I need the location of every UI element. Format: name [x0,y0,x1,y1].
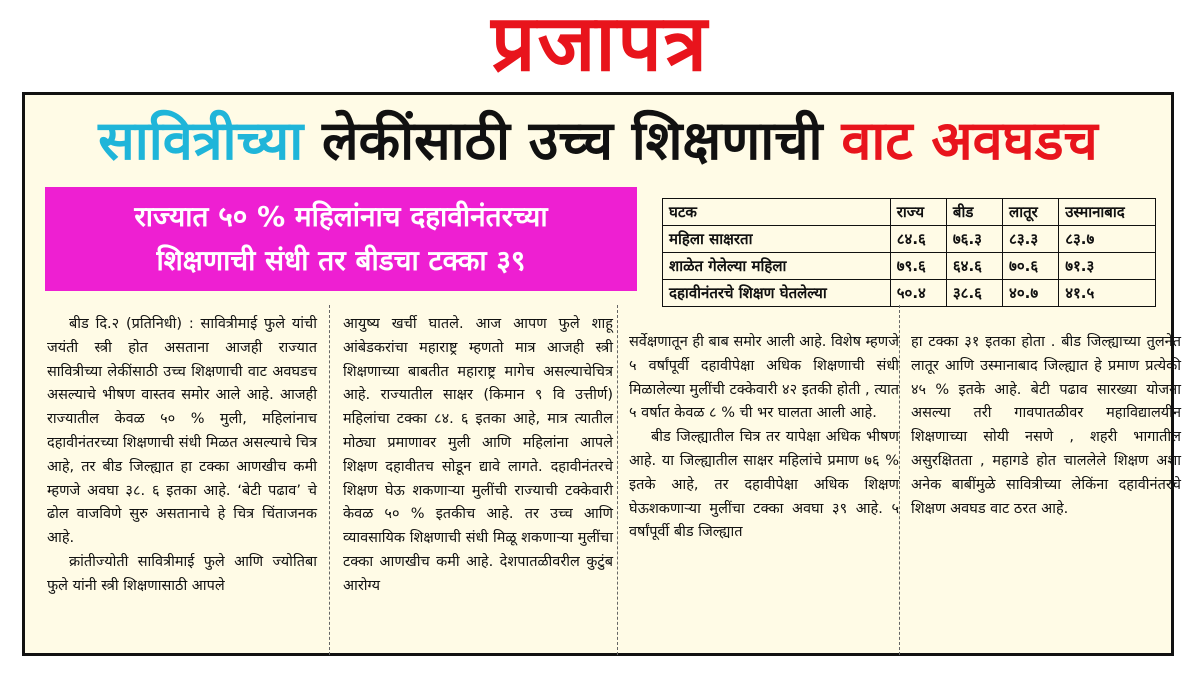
paragraph: सर्वेक्षणातून ही बाब समोर आली आहे. विशेष म्हणजे ५ वर्षांपूर्वी दहावीपेक्षा अधिक शिक्षणाची संधी मिळालेल्या मुलींची टक्केवारी ४२ इतकी होती , त्यात ५ वर्षात केवळ ८ % ची भर घालता आली आहे. [629,334,899,422]
table-cell: ३८.६ [946,280,1002,307]
table-cell: ८३.७ [1059,226,1156,253]
article-box [22,92,1181,656]
headline-part-3: वाट अवघडच [841,109,1098,172]
table-header-cell: उस्मानाबाद [1059,199,1156,226]
paragraph: क्रांतीज्योती सावित्रीमाई फुले आणि ज्योतिबा फुले यांनी स्त्री शिक्षणासाठी आपले [47,553,317,594]
table-header-cell: लातूर [1003,199,1059,226]
table-row [663,253,1156,280]
subheadline-box [45,187,637,291]
table-cell: शाळेत गेलेल्या महिला [663,253,891,280]
article-column-1 [47,313,317,599]
table-header-cell: बीड [946,199,1002,226]
masthead-title: प्रजापत्र [491,0,709,89]
table-cell: ७१.३ [1059,253,1156,280]
column-divider [899,305,900,655]
table-header-cell: घटक [663,199,891,226]
table-cell: ५०.४ [890,280,946,307]
subheadline-line-2: शिक्षणाची संधी तर बीडचा टक्का ३९ [156,244,526,277]
table-cell: दहावीनंतरचे शिक्षण घेतलेल्या [663,280,891,307]
paragraph: आयुष्य खर्ची घातले. आज आपण फुले शाहू आंबेडकरांचा महाराष्ट्र म्हणतो मात्र आजही स्त्री शिक्षणाच्या बाबतीत महाराष्ट्र मागेच असल्याचेचित्र आहे. राज्यातील साक्षर (किमान ९ वि उत्तीर्ण) महिलांचा टक्का ८४. ६ इतका आहे, मात्र त्यातील मोठ्या प्रमाणावर मुली आणि महिलांना आपले शिक्षण दहावीतच सोडून द्यावे लागते. दहावीनंतरचे शिक्षण घेऊ शकणाऱ्या मुलींची राज्याची टक्केवारी केवळ ५० % इतकीच आहे. तर उच्च आणि व्यावसायिक शिक्षणाची संधी मिळू शकणाऱ्या मुलींचा टक्का आणखीच कमी आहे. देशपातळीवरील कुटुंब आरोग्य [343,316,613,594]
masthead [0,0,1200,88]
headline-part-2: लेकींसाठी उच्च शिक्षणाची [322,109,823,172]
table-row [663,226,1156,253]
table-cell: ४०.७ [1003,280,1059,307]
table-row [663,280,1156,307]
table-cell: ७९.६ [890,253,946,280]
subheadline-line-1: राज्यात ५० % महिलांनाच दहावीनंतरच्या [134,200,548,233]
table-cell: ८३.३ [1003,226,1059,253]
paragraph: हा टक्का ३१ इतका होता . बीड जिल्ह्याच्या तुलनेत लातूर आणि उस्मानाबाद जिल्ह्यात हे प्रमाण प्रत्येकी ४५ % इतके आहे. बेटी पढाव सारख्या योजना असल्या तरी गावपातळीवर महाविद्यालयीन शिक्षणाच्या सोयी नसणे , शहरी भागातील असुरक्षितता , महागडे होत चाललेले शिक्षण अशा अनेक बाबींमुळे सावित्रीच्या लेकिंना दहावीनंतरचे शिक्षण अवघड वाट ठरत आहे. [911,334,1181,517]
statistics-table [662,198,1156,307]
column-divider [329,305,330,655]
article-column-2 [343,313,613,599]
table-cell: ७०.६ [1003,253,1059,280]
paragraph: बीड दि.२ (प्रतिनिधी) : सावित्रीमाई फुले यांची जयंती स्त्री होत असताना आजही राज्यात सावित्रीच्या लेकींसाठी उच्च शिक्षणाची वाट अवघडच असल्याचे भीषण वास्तव समोर आले आहे. आजही राज्यातील केवळ ५० % मुली, महिलांनाच दहावीनंतरच्या शिक्षणाची संधी मिळत असल्याचे चित्र आहे, तर बीड जिल्ह्यात हा टक्का आणखीच कमी म्हणजे अवघा ३८. ६ इतका आहे. ‘बेटी पढाव’ चे ढोल वाजविणे सुरु असतानाचे हे चित्र चिंताजनक आहे. [47,316,317,547]
column-divider [617,305,618,655]
table-cell: ६४.६ [946,253,1002,280]
article-column-4 [911,331,1181,521]
table-header-cell: राज्य [890,199,946,226]
table-cell: ८४.६ [890,226,946,253]
headline [25,101,1171,181]
article-column-3 [629,331,899,545]
table-cell: ४१.५ [1059,280,1156,307]
table-cell: महिला साक्षरता [663,226,891,253]
table-cell: ७६.३ [946,226,1002,253]
table-header-row [663,199,1156,226]
paragraph: बीड जिल्ह्यातील चित्र तर यापेक्षा अधिक भीषण आहे. या जिल्ह्यातील साक्षर महिलांचे प्रमाण ७६ % इतके आहे, तर दहावीपेक्षा अधिक शिक्षण घेऊशकणाऱ्या मुलींचा टक्का अवघा ३९ आहे. ५ वर्षांपूर्वी बीड जिल्ह्यात [629,429,899,541]
headline-part-1: सावित्रीच्या [98,109,304,172]
